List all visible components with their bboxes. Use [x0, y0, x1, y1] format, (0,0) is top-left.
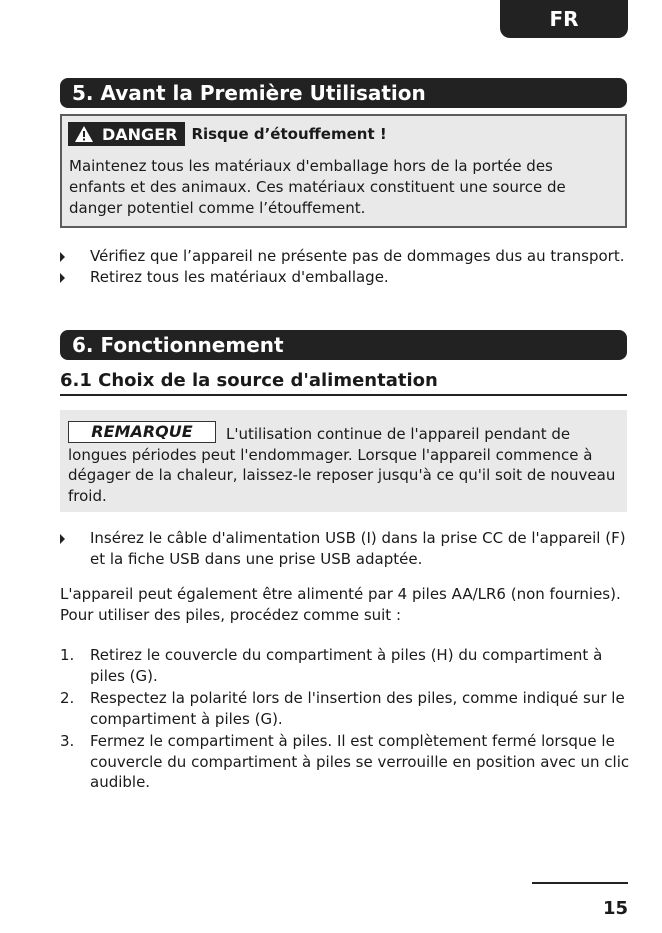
- language-tab: FR: [500, 0, 628, 38]
- note-badge: REMARQUE: [68, 421, 216, 443]
- list-item: [60, 731, 630, 793]
- bullet-icon: [60, 252, 65, 262]
- note-text: L'utilisation continue de l'appareil pendant de longues périodes peut l'endommager. Lorsque l'appareil commence à dégager de la chaleur, laissez-le reposer jusqu'à ce qu'il soit de nouveau froid.: [68, 425, 616, 505]
- danger-badge: [68, 122, 185, 146]
- step-number: 2.: [60, 689, 75, 707]
- danger-title: Risque d’étouffement !: [191, 125, 387, 143]
- bullet-icon: [60, 534, 65, 544]
- bullet-icon: [60, 273, 65, 283]
- page-number: 15: [602, 898, 628, 919]
- section-5-bullet-list: [60, 246, 630, 287]
- battery-paragraph: L'appareil peut également être alimenté par 4 piles AA/LR6 (non fournies). Pour utiliser des piles, procédez comme suit :: [60, 585, 621, 624]
- step-text: Fermez le compartiment à piles. Il est complètement fermé lorsque le couvercle du compartiment à piles se verrouille en position avec un clic audible.: [90, 732, 630, 791]
- section-6-bullet-list: [60, 528, 630, 569]
- warning-triangle-icon: [74, 125, 94, 143]
- subsection-6-1-heading: 6.1 Choix de la source d'alimentation: [60, 370, 627, 396]
- step-number: 3.: [60, 732, 75, 750]
- danger-text: Maintenez tous les matériaux d'emballage hors de la portée des enfants et des animaux. Ces matériaux constituent une source de danger potentiel comme l’étouffement.: [69, 157, 566, 217]
- bullet-text: Insérez le câble d'alimentation USB (I) dans la prise CC de l'appareil (F) et la fiche USB dans une prise USB adaptée.: [90, 529, 626, 568]
- list-item: [60, 267, 630, 288]
- list-item: [60, 528, 630, 569]
- section-5-heading: 5. Avant la Première Utilisation: [60, 78, 627, 108]
- list-item: [60, 246, 630, 267]
- step-text: Respectez la polarité lors de l'insertion des piles, comme indiqué sur le compartiment à piles (G).: [90, 689, 625, 728]
- bullet-text: Vérifiez que l’appareil ne présente pas de dommages dus au transport.: [90, 247, 625, 265]
- step-text: Retirez le couvercle du compartiment à piles (H) du compartiment à piles (G).: [90, 646, 603, 685]
- section-6-heading: 6. Fonctionnement: [60, 330, 627, 360]
- battery-steps-list: [60, 645, 630, 795]
- danger-warning-box: [60, 114, 627, 228]
- step-number: 1.: [60, 646, 75, 664]
- list-item: [60, 688, 630, 729]
- danger-header: [68, 122, 387, 146]
- footer-divider: [532, 882, 628, 884]
- note-box: [60, 410, 627, 512]
- bullet-text: Retirez tous les matériaux d'emballage.: [90, 267, 389, 286]
- list-item: [60, 645, 630, 686]
- danger-badge-label: DANGER: [102, 124, 178, 144]
